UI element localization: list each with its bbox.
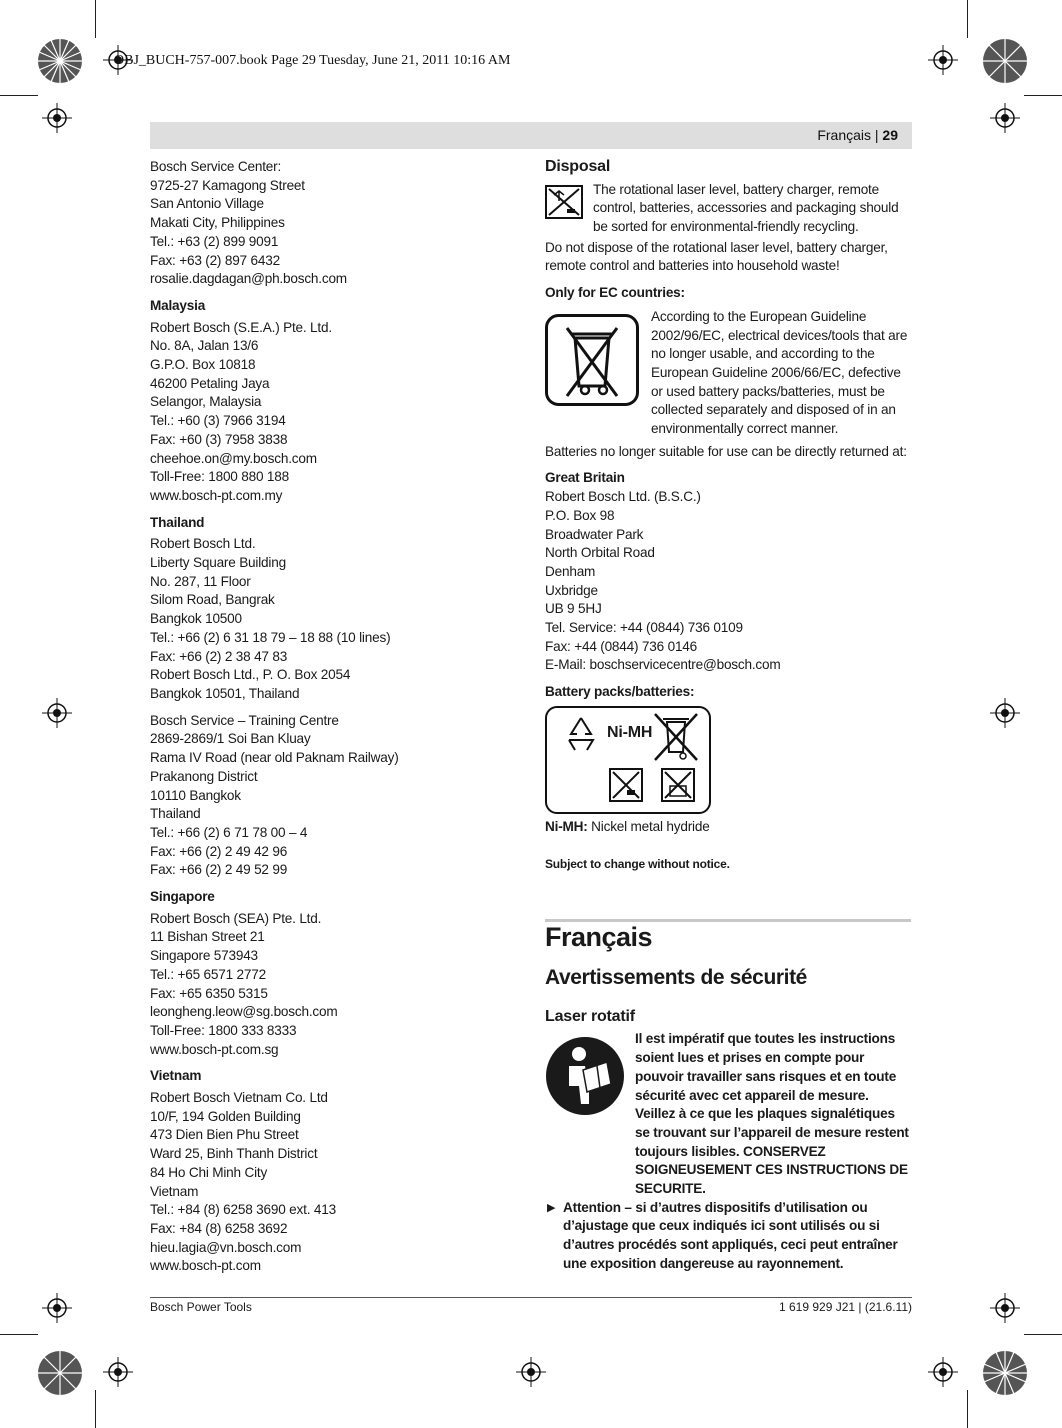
address-line: Rama IV Road (near old Paknam Railway) bbox=[150, 750, 399, 766]
gb-address-line: E-Mail: boschservicecentre@bosch.com bbox=[545, 657, 781, 673]
address-line: www.bosch-pt.com.my bbox=[150, 487, 283, 503]
address-line: Robert Bosch Ltd., P. O. Box 2054 bbox=[150, 667, 351, 683]
page-header bbox=[150, 122, 912, 149]
disposal-paragraph-2: Do not dispose of the rotational laser level, battery charger, remote control and batteries into household waste! bbox=[545, 239, 888, 274]
address-line: hieu.lagia@vn.bosch.com bbox=[150, 1239, 302, 1255]
gb-address-line: Robert Bosch Ltd. (B.S.C.) bbox=[545, 489, 701, 505]
address-line: Selangor, Malaysia bbox=[150, 394, 262, 410]
read-manual-icon bbox=[545, 1036, 625, 1116]
gb-address-line: Uxbridge bbox=[545, 582, 598, 598]
address-line: 473 Dien Bien Phu Street bbox=[150, 1127, 299, 1143]
footer-rule bbox=[150, 1297, 912, 1298]
address-line: Tel.: +63 (2) 899 9091 bbox=[150, 233, 279, 249]
gb-address-line: Denham bbox=[545, 563, 596, 579]
address-line: www.bosch-pt.com.sg bbox=[150, 1041, 279, 1057]
recycle-bin-icon bbox=[545, 185, 583, 219]
nimh-symbol: Ni-MH bbox=[607, 723, 653, 741]
address-line: Bosch Service Center: bbox=[150, 159, 282, 174]
address-line: 10/F, 194 Golden Building bbox=[150, 1108, 301, 1124]
ec-row bbox=[545, 308, 911, 439]
battery-heading: Battery packs/batteries: bbox=[545, 684, 695, 700]
address-line: Robert Bosch Ltd. bbox=[150, 536, 256, 552]
registration-mark-icon bbox=[42, 1293, 72, 1323]
triangle-bullet-icon: ▶ bbox=[547, 1201, 556, 1214]
disposal-heading: Disposal bbox=[545, 158, 611, 175]
registration-mark-icon bbox=[928, 45, 958, 75]
address-line: Singapore 573943 bbox=[150, 948, 258, 964]
color-wheel-icon bbox=[37, 38, 83, 84]
address-line: Fax: +60 (3) 7958 3838 bbox=[150, 431, 288, 447]
address-line: Robert Bosch (SEA) Pte. Ltd. bbox=[150, 910, 322, 926]
address-line: Prakanong District bbox=[150, 768, 258, 784]
nimh-caption bbox=[545, 818, 911, 837]
gb-heading: Great Britain bbox=[545, 470, 625, 486]
address-line: 11 Bishan Street 21 bbox=[150, 929, 265, 945]
address-line: 2869-2869/1 Soi Ban Kluay bbox=[150, 731, 311, 747]
address-line: Fax: +66 (2) 2 49 42 96 bbox=[150, 843, 288, 859]
right-column bbox=[545, 158, 911, 1274]
address-line: G.P.O. Box 10818 bbox=[150, 357, 256, 373]
crop-mark bbox=[95, 0, 96, 38]
address-line: 84 Ho Chi Minh City bbox=[150, 1164, 268, 1180]
address-line: Liberty Square Building bbox=[150, 555, 286, 571]
address-line: San Antonio Village bbox=[150, 196, 264, 212]
gb-address-line: Broadwater Park bbox=[545, 526, 644, 542]
gb-address-line: Tel. Service: +44 (0844) 736 0109 bbox=[545, 620, 743, 636]
gb-address-line: North Orbital Road bbox=[545, 545, 655, 561]
address-block bbox=[150, 297, 520, 506]
address-block bbox=[150, 1067, 520, 1276]
address-line: No. 287, 11 Floor bbox=[150, 573, 251, 589]
country-heading: Malaysia bbox=[150, 297, 206, 313]
page-number: 29 bbox=[882, 127, 898, 143]
crop-mark bbox=[0, 95, 38, 96]
registration-mark-icon bbox=[990, 698, 1020, 728]
address-line: Makati City, Philippines bbox=[150, 215, 285, 231]
address-line: Tel.: +65 6571 2772 bbox=[150, 966, 267, 982]
address-line: Fax: +65 6350 5315 bbox=[150, 985, 268, 1001]
address-line: cheehoe.on@my.bosch.com bbox=[150, 450, 317, 466]
header-section: Français | bbox=[817, 127, 883, 143]
address-line: Tel.: +60 (3) 7966 3194 bbox=[150, 413, 286, 429]
returned-paragraph: Batteries no longer suitable for use can be directly returned at: bbox=[545, 443, 907, 459]
address-line: 10110 Bangkok bbox=[150, 787, 241, 803]
address-line: Robert Bosch (S.E.A.) Pte. Ltd. bbox=[150, 319, 332, 335]
crop-mark bbox=[0, 1334, 38, 1335]
registration-mark-icon bbox=[516, 1357, 546, 1387]
crossed-wheelie-bin-icon bbox=[651, 710, 701, 764]
country-heading: Vietnam bbox=[150, 1068, 202, 1084]
address-line: Bangkok 10501, Thailand bbox=[150, 685, 300, 701]
disposal-row bbox=[545, 181, 911, 239]
gb-address-line: P.O. Box 98 bbox=[545, 507, 615, 523]
address-block bbox=[150, 514, 520, 704]
laser-heading: Laser rotatif bbox=[545, 1007, 635, 1025]
registration-mark-icon bbox=[103, 1357, 133, 1387]
francais-heading: Français bbox=[545, 922, 653, 953]
address-block bbox=[150, 158, 520, 289]
address-line: Fax: +84 (8) 6258 3692 bbox=[150, 1220, 288, 1236]
country-heading: Thailand bbox=[150, 514, 205, 530]
address-line: Tel.: +66 (2) 6 31 18 79 – 18 88 (10 lines) bbox=[150, 629, 391, 645]
crop-mark bbox=[967, 0, 968, 38]
address-line: leongheng.leow@sg.bosch.com bbox=[150, 1004, 338, 1020]
recycling-arrows-icon bbox=[561, 714, 601, 754]
color-wheel-icon bbox=[982, 1350, 1028, 1396]
subject-notice: Subject to change without notice. bbox=[545, 856, 730, 871]
laser-paragraph: Il est impératif que toutes les instructions soient lues et prises en compte pour pouvoir travailler sans risques et en toute sécurité avec cet appareil de mesure. Veillez à ce que les plaques signalétiques se trouvant sur l’appareil de mesure restent toujours lisibles. CONSERVEZ SOIGNEUSEMENT CES INSTRUCTIONS DE SECURITE. bbox=[635, 1031, 909, 1197]
crossed-wheelie-bin-icon bbox=[545, 314, 639, 406]
nimh-text: Nickel metal hydride bbox=[587, 818, 710, 834]
address-line: Toll-Free: 1800 880 188 bbox=[150, 469, 289, 485]
registration-mark-icon bbox=[990, 103, 1020, 133]
footer-left: Bosch Power Tools bbox=[150, 1300, 252, 1314]
address-line: Ward 25, Binh Thanh District bbox=[150, 1146, 318, 1162]
crop-mark bbox=[967, 1390, 968, 1428]
address-line: Fax: +66 (2) 2 38 47 83 bbox=[150, 648, 288, 664]
address-line: Fax: +66 (2) 2 49 52 99 bbox=[150, 862, 288, 878]
address-line: www.bosch-pt.com bbox=[150, 1258, 261, 1274]
address-line: rosalie.dagdagan@ph.bosch.com bbox=[150, 271, 347, 287]
address-line: Thailand bbox=[150, 806, 201, 822]
address-line: No. 8A, Jalan 13/6 bbox=[150, 338, 259, 354]
recycle-bin-icon bbox=[609, 768, 643, 802]
address-line: Robert Bosch Vietnam Co. Ltd bbox=[150, 1090, 328, 1106]
crop-mark bbox=[95, 1390, 96, 1428]
avertissements-heading: Avertissements de sécurité bbox=[545, 965, 807, 989]
attention-item bbox=[545, 1199, 911, 1274]
address-line: Fax: +63 (2) 897 6432 bbox=[150, 252, 280, 268]
crop-mark bbox=[1024, 95, 1062, 96]
book-info: OBJ_BUCH-757-007.book Page 29 Tuesday, June 21, 2011 10:16 AM bbox=[114, 53, 511, 68]
header-text bbox=[817, 127, 898, 143]
registration-mark-icon bbox=[990, 1293, 1020, 1323]
color-wheel-icon bbox=[37, 1350, 83, 1396]
gb-address-line: UB 9 5HJ bbox=[545, 601, 602, 617]
address-line: Tel.: +84 (8) 6258 3690 ext. 413 bbox=[150, 1202, 336, 1218]
recycle-bin-icon bbox=[661, 768, 695, 802]
address-line: 46200 Petaling Jaya bbox=[150, 375, 270, 391]
address-line: Bosch Service – Training Centre bbox=[150, 712, 339, 728]
address-line: Tel.: +66 (2) 6 71 78 00 – 4 bbox=[150, 824, 308, 840]
gb-address-line: Fax: +44 (0844) 736 0146 bbox=[545, 638, 698, 654]
address-line: Silom Road, Bangrak bbox=[150, 592, 275, 608]
registration-mark-icon bbox=[928, 1357, 958, 1387]
address-line: Toll-Free: 1800 333 8333 bbox=[150, 1022, 297, 1038]
ec-heading: Only for EC countries: bbox=[545, 285, 685, 301]
color-wheel-icon bbox=[982, 38, 1028, 84]
country-heading: Singapore bbox=[150, 889, 215, 905]
left-column bbox=[150, 158, 520, 1284]
address-line: 9725-27 Kamagong Street bbox=[150, 177, 305, 193]
disposal-paragraph-1: The rotational laser level, battery charger, remote control, batteries, accessories and packaging should be sorted for environmental-friendly recycling. bbox=[593, 181, 899, 235]
crop-mark bbox=[1024, 1334, 1062, 1335]
ec-paragraph: According to the European Guideline 2002/96/EC, electrical devices/tools that are no longer usable, and according to the European Guideline 2006/66/EC, defective or used battery packs/batteries, must be collected separately and disposed of in an environmentally correct manner. bbox=[651, 308, 908, 437]
address-block bbox=[150, 712, 520, 880]
attention-paragraph: Attention – si d’autres dispositifs d’utilisation ou d’ajustage que ceux indiqués ici sont utilisés ou si d’autres procédés sont appliqués, ceci peut entraîner une exposition dangereuse au rayonnement. bbox=[563, 1199, 898, 1271]
address-block bbox=[150, 888, 520, 1059]
gb-address bbox=[545, 488, 911, 675]
registration-mark-icon bbox=[42, 103, 72, 133]
nimh-label: Ni-MH: bbox=[545, 818, 588, 834]
address-line: Vietnam bbox=[150, 1183, 199, 1199]
address-line: Bangkok 10500 bbox=[150, 611, 242, 627]
battery-symbols bbox=[545, 706, 711, 814]
laser-row bbox=[545, 1030, 911, 1198]
registration-mark-icon bbox=[42, 698, 72, 728]
footer-right: 1 619 929 J21 | (21.6.11) bbox=[779, 1300, 912, 1314]
